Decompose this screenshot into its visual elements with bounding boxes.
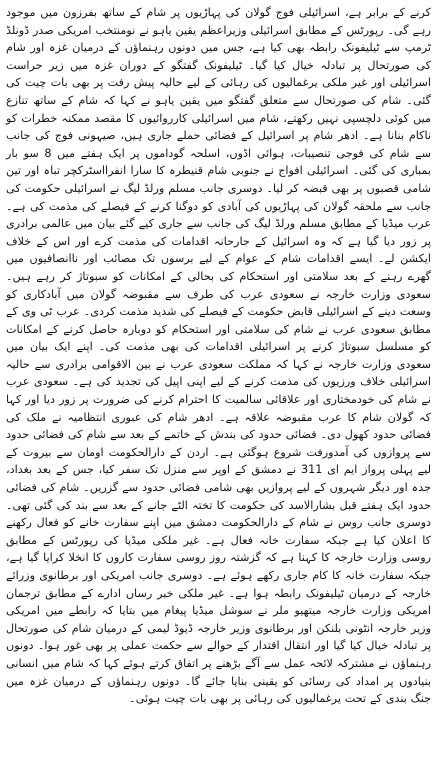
article-paragraph: کرنے کے برابر ہے، اسرائیلی فوج گولان کی پہاڑیوں پر شام کے ساتھ بفرزون میں موجود رہے گی۔ رپورٹس کے مطابق اسرائیلی وزیراعظم یقین یاہو نے نومنتخب امریکی صدر ڈونلڈ ٹرمپ سے ٹیلیفونک رابطہ بھی کیا ہے، جس میں دونوں رہنماؤں کے درمیان غزہ اور شام کی صورتحال پر تبادلہ خیال کیا گیا۔ ٹیلیفونک گفتگو کے دوران غزہ میں زیر حراست اسرائیلی اور غیر ملکی یرغمالیوں کی رہائی کے لیے حالیہ پیش رفت پر بھی بات چیت کی گئی۔ شام کی صورتحال سے متعلق گفتگو میں یقین یاہو نے کہا کہ شام کے ساتھ تنازع میں کوئی دلچسپی نہیں رکھتے، شام میں اسرائیلی کارروائیوں کا مقصد ممکنہ خطرات کو ناکام بنانا ہے۔ ادھر شام پر اسرائیل کے فضائی حملے جاری ہیں، صیہونی فوج کی جانب سے شام کی فوجی تنصیبات، ہوائی اڈوں، اسلحہ گوداموں پر ایک ہفتے میں 8 سو بار بمباری کی گئی۔ اسرائیلی افواج نے جنوبی شام قنیطرہ کا سارا انفرااسٹرکچر تباہ اور تین شامی قصبوں پر بھی قبضہ کر لیا۔ دوسری جانب مسلم ورلڈ لیگ نے اسرائیلی حکومت کی جانب سے ملحقہ گولان کی پہاڑیوں کی آبادی کو دوگنا کرنے کے فیصلے کی مذمت کی ہے۔ عرب میڈیا کے مطابق مسلم ورلڈ لیگ کی جانب سے جاری کیے گئے بیان میں عالمی برادری پر زور دیا گیا ہے کہ وہ اسرائیل کے جارحانہ اقدامات کی مذمت کرے اور اس کے خلاف ایکشن لے۔ ایسے اقدامات شام کے عوام کے لیے برسوں تک مصائب اور ناانصافیوں میں گھرے رہنے کے بعد سلامتی اور استحکام کی بحالی کے امکانات کو سبوتاژ کر رہے ہیں۔ سعودی وزارت خارجہ نے سعودی عرب کی طرف سے مقبوضہ گولان میں آبادکاری کو وسعت دینے کے اسرائیلی قابض حکومت کے فیصلے کی شدید مذمت کردی۔ عرب ٹی وی کے مطابق سعودی عرب نے شام کی سلامتی اور استحکام کو دوبارہ حاصل کرنے کے امکانات کو مسلسل سبوتاژ کرنے پر اسرائیلی اقدامات کی بھی مذمت کی۔ اپنے ایک بیان میں سعودی وزارت خارجہ نے کہا کہ مملکت سعودی عرب نے بین الاقوامی برادری سے حالیہ اسرائیلی خلاف ورزیوں کی مذمت کرنے کے لیے اپنی اپیل کی تجدید کی ہے۔ سعودی عرب نے شام کی خودمختاری اور علاقائی سالمیت کا احترام کرنے کی ضرورت پر زور دیا اور کہا کہ گولان شام کا عرب مقبوضہ علاقہ ہے۔ ادھر شام کی عبوری انتظامیہ نے ملک کی فضائی حدود کھول دی۔ فضائی حدود کی بندش کے خاتمے کے بعد سے شام کی فضائی حدود سے پروازوں کی آمدورفت شروع ہوگئی ہے۔ اردن کے دارالحکومت اومان سے بیروت کے لیے پہلی پرواز ایم ای 311 نے دمشق کے اوپر سے منزل تک سفر کیا، جس کے بعد بغداد، جدہ اور دیگر شہروں کے لیے پروازیں بھی شامی فضائی حدود سے گزریں۔ شام کی فضائی حدود ایک ہفتے قبل بشارالاسد کی حکومت کا تختہ الٹے جانے کے بعد سے بند کی گئی تھی۔ دوسری جانب روس نے شام کے دارالحکومت دمشق میں اپنے سفارت خانے کو فعال رکھنے کا اعلان کیا ہے جبکہ سفارت خانہ فعال ہے۔ غیر ملکی میڈیا کی رپورٹس کے مطابق روسی وزارت خارجہ کا کہنا ہے کہ گزشتہ روز روسی سفارت کاروں کا انخلا کرایا گیا ہے، جبکہ سفارت خانہ کا کام جاری رکھے ہوئے ہے۔ دوسری جانب امریکی اور برطانوی وزرائے خارجہ کے درمیان ٹیلیفونک رابطہ ہوا ہے۔ غیر ملکی خبر رساں ادارے کے مطابق ترجمان امریکی وزارت خارجہ میتھیو ملر نے سوشل میڈیا پیغام میں بتایا کہ رابطے میں امریکی وزیر خارجہ انٹونی بلنکن اور برطانوی وزیر خارجہ ڈیوڈ لیمی کے درمیان شام کی صورتحال پر تبادلہ خیال کیا گیا اور انتقال اقتدار کے حوالے سے حکمت عملی پر بھی غور ہوا۔ دونوں رہنماؤں نے مشترکہ لائحہ عمل سے آگے بڑھنے پر اتفاق کرتے ہوئے کہا کہ شام میں انسانی بنیادوں پر امداد کی رسائی کو یقینی بنایا جائے گا۔ دونوں رہنماؤں کے درمیان غزہ میں جنگ بندی کے تحت یرغمالیوں کی رہائی پر بھی بات چیت ہوئی۔ [6, 6, 432, 706]
news-article [6, 4, 431, 708]
